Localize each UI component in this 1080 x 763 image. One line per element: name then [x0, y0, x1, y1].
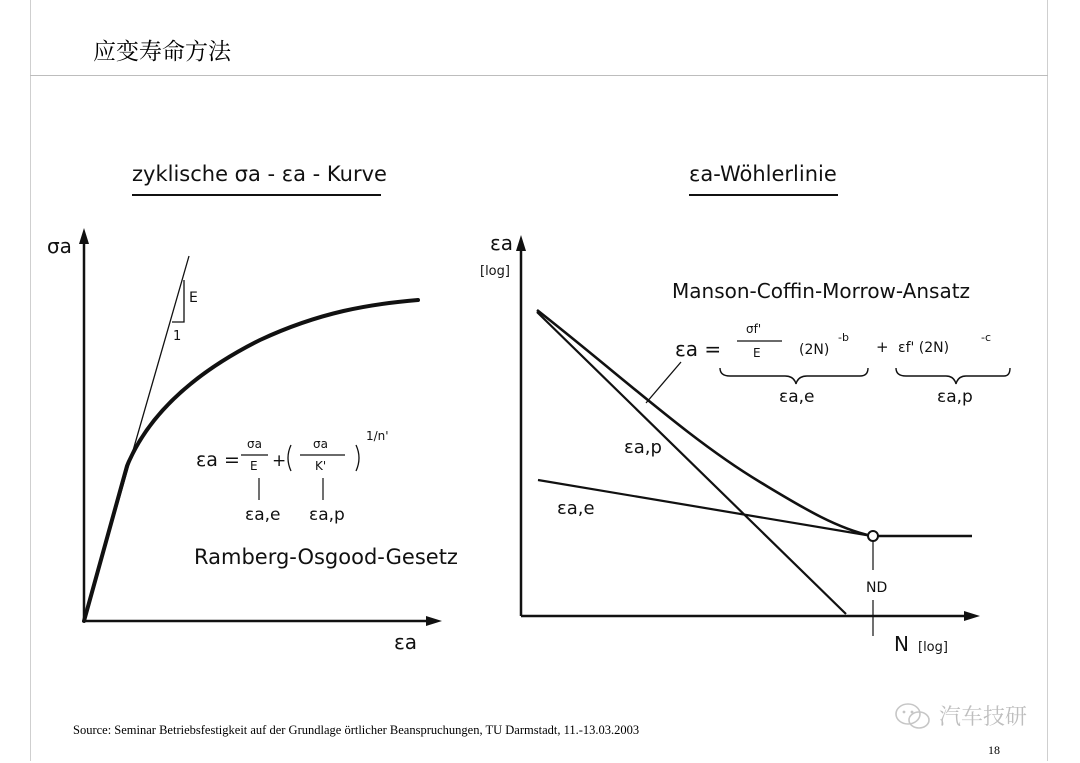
mc-den1: E	[753, 346, 761, 360]
right-y-axis-label: εa	[490, 231, 514, 255]
transition-point-marker	[868, 531, 878, 541]
ro-den2: K'	[315, 459, 327, 473]
left-heading: zyklische σa - εa - Kurve	[132, 162, 387, 186]
page-number: 18	[988, 743, 1000, 757]
model-name: Manson-Coffin-Morrow-Ansatz	[672, 279, 971, 303]
right-diagram	[480, 162, 1010, 656]
ro-paren-open	[288, 445, 291, 471]
ramberg-osgood-formula	[196, 429, 389, 525]
right-heading: εa-Wöhlerlinie	[689, 162, 837, 186]
mc-term2: εf' (2N)	[898, 340, 950, 356]
ro-plus: +	[272, 451, 287, 471]
left-y-axis-label: σa	[47, 234, 72, 258]
mc-term1: (2N)	[799, 342, 830, 358]
ro-num2: σa	[313, 437, 328, 451]
right-y-axis-scale: [log]	[480, 264, 510, 279]
ramberg-osgood-name: Ramberg-Osgood-Gesetz	[194, 545, 458, 569]
mc-brace-plastic-label: εa,p	[937, 387, 973, 407]
source-citation: Source: Seminar Betriebsfestigkeit auf der Grundlage örtlicher Beanspruchungen, TU Darmstadt, 11.-13.03.2003	[73, 723, 640, 737]
left-y-axis-arrow	[79, 228, 89, 244]
plastic-curve-label: εa,p	[624, 437, 662, 458]
right-x-axis-scale: [log]	[918, 640, 948, 655]
ro-den1: E	[250, 459, 258, 473]
transition-label: ND	[866, 580, 888, 596]
ro-paren-close	[356, 445, 359, 471]
slide-title: 应变寿命方法	[93, 39, 231, 65]
right-y-axis-arrow	[516, 235, 526, 251]
mc-num1: σf'	[746, 322, 762, 336]
wechat-icon	[893, 701, 933, 731]
watermark	[893, 700, 1027, 731]
slope-triangle	[172, 280, 184, 322]
mc-plus: +	[876, 338, 889, 356]
left-x-axis-label: εa	[394, 630, 418, 654]
mc-brace-plastic	[896, 368, 1010, 384]
slope-label-e: E	[189, 290, 198, 306]
ro-exponent: 1/n'	[366, 429, 389, 443]
left-x-axis-arrow	[426, 616, 442, 626]
manson-coffin-formula	[675, 322, 1010, 407]
right-x-axis-arrow	[964, 611, 980, 621]
mc-lhs: εa =	[675, 337, 722, 361]
formula-leader-line	[646, 362, 681, 403]
elastic-curve-label: εa,e	[557, 498, 595, 519]
ro-num1: σa	[247, 437, 262, 451]
ro-lhs: εa =	[196, 449, 240, 471]
watermark-text: 汽车技研	[939, 705, 1028, 730]
ro-plastic-term: εa,p	[309, 505, 345, 525]
mc-exp2: -c	[981, 331, 992, 344]
mc-exp1: -b	[838, 331, 849, 344]
left-diagram	[47, 162, 458, 654]
ro-elastic-term: εa,e	[245, 505, 281, 525]
mc-brace-elastic-label: εa,e	[779, 387, 815, 407]
slope-label-1: 1	[173, 329, 182, 344]
right-x-axis-label: N	[894, 632, 909, 656]
mc-brace-elastic	[720, 368, 868, 384]
